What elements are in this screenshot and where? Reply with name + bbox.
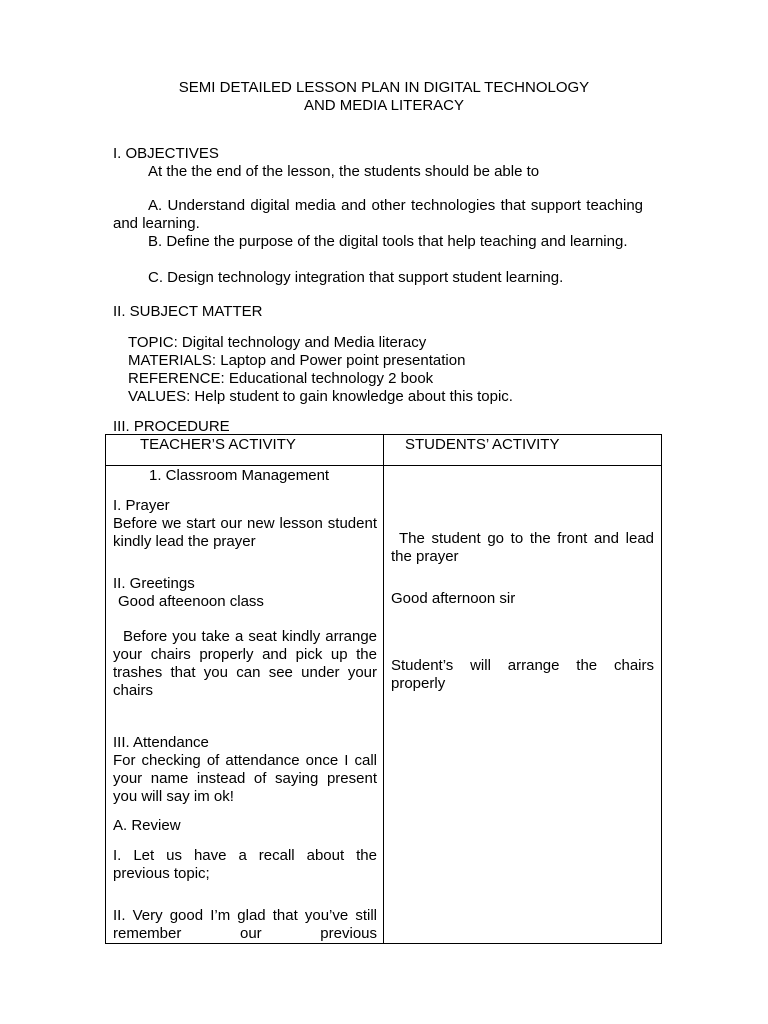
attendance-text: For checking of attendance once I call your name instead of saying present you will say im ok! [113,752,377,805]
classroom-management: 1. Classroom Management [149,467,330,484]
subject-matter-heading: II. SUBJECT MATTER [113,303,263,320]
student-prayer-response: The student go to the front and lead the prayer [391,530,654,565]
procedure-heading: III. PROCEDURE [113,418,230,435]
subject-reference: REFERENCE: Educational technology 2 book [128,370,434,387]
objective-b: B. Define the purpose of the digital tools that help teaching and learning. [148,233,628,250]
student-chairs-response: Student’s will arrange the chairs properly [391,657,654,692]
procedure-table [105,434,662,944]
recall-text: I. Let us have a recall about the previous topic; [113,847,377,882]
subject-materials: MATERIALS: Laptop and Power point presentation [128,352,466,369]
seat-text: Before you take a seat kindly arrange your chairs properly and pick up the trashes that you can see under your chairs [113,628,377,699]
document-title-line-2: AND MEDIA LITERACY [303,97,465,114]
prayer-heading: I. Prayer [113,497,170,514]
prayer-text: Before we start our new lesson student kindly lead the prayer [113,515,377,550]
very-good-text: II. Very good I’m glad that you’ve still remember our previous [113,907,377,942]
greetings-text: Good afteenoon class [118,593,264,610]
header-teachers-activity: TEACHER’S ACTIVITY [140,436,296,453]
student-greetings-response: Good afternoon sir [391,590,516,607]
objective-c: C. Design technology integration that support student learning. [148,269,564,286]
subject-values: VALUES: Help student to gain knowledge about this topic. [128,388,513,405]
objectives-heading: I. OBJECTIVES [113,145,219,162]
objective-a: A. Understand digital media and other technologies that support teaching and learning. [113,197,643,232]
objectives-intro: At the the end of the lesson, the students should be able to [148,163,540,180]
greetings-heading: II. Greetings [113,575,195,592]
review-heading: A. Review [113,817,181,834]
document-title-line-1: SEMI DETAILED LESSON PLAN IN DIGITAL TECHNOLOGY [178,79,590,96]
header-students-activity: STUDENTS’ ACTIVITY [405,436,560,453]
attendance-heading: III. Attendance [113,734,209,751]
subject-topic: TOPIC: Digital technology and Media literacy [128,334,427,351]
table-column-divider [383,434,384,944]
